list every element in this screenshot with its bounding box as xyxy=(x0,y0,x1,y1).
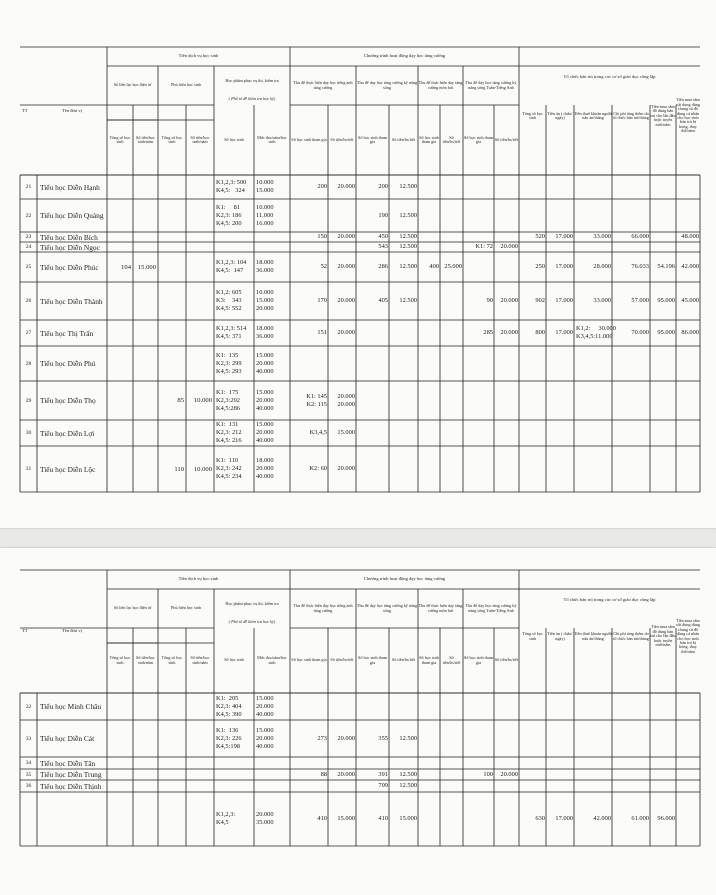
unit-name: Tiểu học Diễn Quảng xyxy=(40,211,104,220)
tien-an: 17.000 xyxy=(555,233,573,240)
tien-thue: K1,2: 30.000 K3,4,5:11.000 xyxy=(576,325,616,340)
ban-tru-tong-hs: 250 xyxy=(535,263,545,270)
so-lien-lac-tong: 104 xyxy=(121,263,131,271)
tieng-anh-kns-tien: 20.000 xyxy=(500,770,518,778)
tieng-anh-so-hs: K2: 60 xyxy=(309,465,327,472)
subheader-so-hs-tham-gia: Số học sinh tham gia xyxy=(291,657,327,663)
subheader-tien-thue: Tiền thuê khoản người nấu ăn/tháng xyxy=(574,110,612,120)
muc-thu: 15.000 20.000 40.000 xyxy=(256,421,274,444)
subheader-so-tien-hs-tiet2: Số tiền/hs/tiết xyxy=(391,657,416,663)
row-number: 34 xyxy=(25,760,32,766)
subheader-tien-mua-sam-vat: Tiền mua sắm vật dụng dùng chung và đồ dùng cá nhân cho học sinh bán trú bị hỏng, thay thế/năm xyxy=(676,97,700,134)
muc-thu: 10.000 15.000 20.000 xyxy=(256,289,274,312)
tieng-anh-kns-so-hs: 100 xyxy=(483,770,493,778)
subheader-tien-mua-do-dung: Tiền mua sắm đồ dùng bán trú cho lần đầu hoặc tuyển mới/năm xyxy=(650,624,676,648)
kns-so-hs: 355 xyxy=(378,734,388,742)
tien-mua-sam-vat: 86.000 xyxy=(681,329,699,336)
header-so-lien-lac: Sổ liên lạc học điện tử xyxy=(113,82,152,88)
header-chuong-trinh: Chương trình hoạt động dạy học tăng cường xyxy=(363,53,446,59)
so-hoc-sinh: K1: 110 K2,3: 242 K4,5: 234 xyxy=(216,457,242,480)
subheader-muc-thu: Mức thu/năm/học sinh xyxy=(257,655,287,665)
subheader-chi-phi: Chi phí tăng thêm do tổ chức bán trú/tháng xyxy=(613,631,649,641)
kns-tien: 12.500 xyxy=(399,243,417,250)
kns-tien: 12.500 xyxy=(399,782,417,789)
subheader-tien-an: Tiền ăn ( châu/ ngày) xyxy=(547,110,573,120)
subheader-tong-so-hs: Tổng số học sinh xyxy=(161,655,183,665)
tieng-anh-so-hs: 52 xyxy=(320,263,327,270)
kns-so-hs: 286 xyxy=(378,263,388,270)
subheader-tong-so-hs: Tổng số học sinh xyxy=(522,631,543,641)
tieng-anh-kns-tien: 20.000 xyxy=(500,243,518,250)
unit-name: Tiểu học Diễn Phúc xyxy=(40,262,99,272)
so-hoc-sinh: K1: 135 K2,3: 299 K4,5: 293 xyxy=(216,351,242,375)
chi-phi: 76.033 xyxy=(631,263,649,270)
row-number: 22 xyxy=(25,212,32,219)
header-mon-hoi: Thu để thực hiện dạy tăng cường môn hơi xyxy=(418,603,463,613)
subheader-tien-thue: Tiền thuê khoản người nấu ăn/tháng xyxy=(574,631,612,641)
subheader-so-tien-hs-nam: Số tiền/học sinh/năm xyxy=(190,655,210,665)
row-number: 27 xyxy=(25,330,32,336)
chi-phi: 57.000 xyxy=(631,297,649,304)
header-hoc-pham: Học phẩm phục vụ thi, kiểm tra xyxy=(225,601,279,607)
kns-tien: 12.500 xyxy=(399,770,417,778)
subheader-so-hs-tham-gia: Số học sinh tham gia xyxy=(358,655,387,665)
unit-name: Tiểu học Diễn Hạnh xyxy=(40,182,100,192)
subheader-so-tien-hs-tiet2: Số tiền/hs/tiết xyxy=(391,136,416,142)
so-hoc-sinh: K1,2,3: K4,5 xyxy=(216,811,236,826)
tien-an: 17.000 xyxy=(555,297,573,304)
document-page-2 xyxy=(0,548,716,895)
so-hoc-sinh: K1: 175 K2,3:292 K4,5:286 xyxy=(216,388,240,412)
kns-so-hs: 391 xyxy=(378,770,388,778)
kns-tien: 12.500 xyxy=(399,297,417,304)
header-tien-dich-vu: Tiền dịch vụ học sinh xyxy=(178,53,219,59)
header-tien-dich-vu: Tiền dịch vụ học sinh xyxy=(178,576,219,582)
subheader-so-tien-hs-nam: Số tiền/học sinh/năm xyxy=(136,655,155,665)
header-phu-hieu: Phù hiệu học sinh xyxy=(171,82,201,88)
tieng-anh-so-hs: 410 xyxy=(317,815,327,822)
tieng-anh-so-hs: 200 xyxy=(317,183,327,190)
header-ban-tru: Tổ chức bán trú trong các cơ sở giáo dục công lập xyxy=(563,597,656,602)
kns-tien: 12.500 xyxy=(399,263,417,270)
tieng-anh-tien: 20.000 xyxy=(337,183,355,190)
tieng-anh-tien: 15.000 xyxy=(337,429,355,436)
subheader-so-tien-hs-tiet: Số tiền/hs/tiết xyxy=(330,657,354,663)
column-header-ten-don-vi: Tên đơn vị xyxy=(61,628,83,634)
so-hoc-sinh: K1: 136 K2,3: 226 K4,5:198 xyxy=(216,726,242,750)
muc-thu: 15.000 20.000 40.000 xyxy=(256,351,274,375)
tieng-anh-kns-so-hs: 285 xyxy=(483,329,493,336)
row-number: 21 xyxy=(25,184,32,190)
chi-phi: 70.000 xyxy=(631,329,649,336)
tieng-anh-tien: 15.000 xyxy=(337,815,355,822)
subheader-so-hs-tham-gia: Số học sinh tham gia xyxy=(291,136,327,142)
kns-tien: 12.500 xyxy=(399,233,417,240)
row-number: 23 xyxy=(25,234,32,240)
tieng-anh-kns-so-hs: 90 xyxy=(486,297,493,304)
subheader-tien-an: Tiền ăn ( châu/ ngày) xyxy=(547,631,573,641)
header-tieng-anh-kns: Thu để dạy học tăng cường kỹ năng sống Tuân-Tiếng Anh xyxy=(465,603,517,613)
tieng-anh-so-hs: 170 xyxy=(317,297,327,304)
so-hoc-sinh: K1,2,3: 104 K4,5: 147 xyxy=(216,259,247,274)
subheader-muc-thu: Mức thu/năm/học sinh xyxy=(257,134,287,144)
so-hoc-sinh: K1: 81 K2,3: 186 K4,5: 200 xyxy=(216,203,242,227)
tien-mua-sam-vat: 48.000 xyxy=(681,233,699,240)
tieng-anh-tien: 20.000 xyxy=(337,233,355,240)
muc-thu: 18.000 36.000 xyxy=(256,259,274,274)
tieng-anh-so-hs: 150 xyxy=(317,233,327,240)
row-number: 26 xyxy=(25,298,32,304)
tien-mua-do-dung: 54.196 xyxy=(657,263,675,270)
muc-thu: 15.000 20.000 40.000 xyxy=(256,726,274,750)
tieng-anh-so-hs: 151 xyxy=(317,329,327,336)
tien-thue: 33.000 xyxy=(593,297,611,304)
subheader-so-tien-hs-tiet4: Số tiền/hs/tiết xyxy=(494,657,519,663)
tieng-anh-tien: 20.000 xyxy=(337,465,355,472)
subheader-tien-mua-sam-vat: Tiền mua sắm vật dụng dùng chung và đồ dùng cá nhân cho học sinh bán trú bị hỏng, thay thế/năm xyxy=(676,617,700,654)
row-number: 29 xyxy=(25,397,32,404)
column-header-ten-don-vi: Tên đơn vị xyxy=(61,107,83,113)
header-ky-nang-song: Thu để dạy học tăng cường kỹ năng sống xyxy=(356,80,418,90)
header-chuong-trinh: Chương trình hoạt động dạy học tăng cường xyxy=(363,576,446,582)
column-header-tt: TT xyxy=(22,107,28,113)
row-number: 25 xyxy=(25,264,32,270)
unit-name: Tiểu học Diễn Lộc xyxy=(40,464,96,474)
phu-hieu-tien: 10.000 xyxy=(193,397,212,404)
unit-name: Tiểu học Diễn Tân xyxy=(40,758,96,768)
kns-so-hs: 405 xyxy=(378,297,388,304)
phu-hieu-tong: 110 xyxy=(174,465,184,473)
unit-name: Tiểu học Diễn Thịnh xyxy=(40,781,102,791)
tieng-anh-kns-tien: 20.000 xyxy=(500,329,518,336)
ban-tru-tong-hs: 800 xyxy=(535,329,545,336)
subheader-tong-so-hs: Tổng số học sinh xyxy=(522,110,543,120)
tieng-anh-tien: 20.000 xyxy=(337,263,355,270)
so-hoc-sinh: K1,2,3: 500 K4,5: 324 xyxy=(216,179,247,194)
subheader-tien-mua-do-dung: Tiền mua sắm đồ dùng bán trú cho lần đầu hoặc tuyển mới/năm xyxy=(650,103,676,127)
tieng-anh-tien: 20.000 20.000 xyxy=(337,392,355,408)
header-tieng-anh: Thu để thực hiện dạy học tiếng anh tăng cường xyxy=(293,603,353,613)
row-number: 36 xyxy=(25,783,32,789)
row-number: 24 xyxy=(25,244,32,250)
tien-an: 17.000 xyxy=(555,263,573,270)
so-hoc-sinh: K1: 205 K2,3: 404 K4,5: 390 xyxy=(216,694,242,718)
kns-tien: 12.500 xyxy=(399,734,417,742)
subheader-tong-so-hs: Tổng số học sinh xyxy=(161,134,183,144)
tien-thue: 42.000 xyxy=(593,815,611,822)
kns-so-hs: 410 xyxy=(378,815,388,822)
header-tieng-anh-kns: Thu để dạy học tăng cường kỹ năng sống Tuân-Tiếng Anh xyxy=(465,80,517,90)
unit-name: Tiểu học Thị Trấn xyxy=(40,328,94,338)
header-mon-hoi: Thu để thực hiện dạy tăng cường môn hơi xyxy=(418,80,463,90)
row-number: 28 xyxy=(25,360,32,367)
subheader-tong-so-hs: Tổng số học sinh xyxy=(109,134,131,144)
ban-tru-tong-hs: 630 xyxy=(535,815,545,822)
tien-mua-do-dung: 96.000 xyxy=(657,815,675,822)
row-number: 33 xyxy=(25,735,32,742)
subheader-so-hoc-sinh: Số học sinh xyxy=(224,136,244,142)
header-hoc-pham-note: ( Phô tô đề kiểm tra học kỳ) xyxy=(228,95,276,101)
unit-name: Tiểu học Diễn Phú xyxy=(40,359,96,368)
phu-hieu-tong: 85 xyxy=(177,397,184,404)
so-hoc-sinh: K1,2: 605 K3: 343 K4,5: 552 xyxy=(216,289,242,312)
tieng-anh-kns-so-hs: K1: 72 xyxy=(475,243,493,250)
tieng-anh-kns-tien: 20.000 xyxy=(500,297,518,304)
kns-so-hs: 450 xyxy=(378,233,388,240)
row-number: 31 xyxy=(25,466,32,472)
header-phu-hieu: Phù hiệu học sinh xyxy=(171,605,201,611)
row-number xyxy=(20,792,37,846)
kns-tien: 12.500 xyxy=(399,183,417,190)
subheader-chi-phi: Chi phí tăng thêm do tổ chức bán trú/tháng xyxy=(613,110,649,120)
subheader-tong-so-hs: Tổng số học sinh xyxy=(109,655,131,665)
mon-hoi-so-hs: 400 xyxy=(429,263,439,270)
tien-mua-do-dung: 95.000 xyxy=(657,329,675,336)
subheader-so-hs-tham-gia: Số học sinh tham gia xyxy=(464,655,493,665)
subheader-so-hs-tham-gia: Số học sinh tham gia xyxy=(419,655,439,665)
row-number: 35 xyxy=(25,771,32,778)
unit-name: Tiểu học Diễn Lợi xyxy=(40,428,95,438)
chi-phi: 66.000 xyxy=(631,233,649,240)
subheader-so-tien-hs-tiet3: Số tiền/hs/tiết xyxy=(442,655,461,665)
so-hoc-sinh: K1,2,3: 514 K4,5: 371 xyxy=(216,325,247,340)
tieng-anh-tien: 20.000 xyxy=(337,297,355,304)
so-hoc-sinh: K1: 131 K2,3: 212 K4,5: 216 xyxy=(216,421,242,444)
tien-mua-do-dung: 95.000 xyxy=(657,297,675,304)
muc-thu: 15.000 20.000 40.000 xyxy=(256,388,274,412)
unit-name: Tiểu học Diễn Thọ xyxy=(40,396,96,405)
unit-name: Tiểu học Minh Châu xyxy=(40,702,102,711)
subheader-so-tien-hs-nam: Số tiền/học sinh/năm xyxy=(136,134,155,144)
tien-thue: 28.000 xyxy=(593,263,611,270)
tieng-anh-so-hs: 273 xyxy=(317,734,327,742)
column-header-tt: TT xyxy=(22,628,28,634)
unit-name: Tiểu học Diễn Trung xyxy=(40,770,102,779)
subheader-so-tien-hs-nam: Số tiền/học sinh/năm xyxy=(190,134,210,144)
muc-thu: 10.000 15.000 xyxy=(256,179,274,194)
tieng-anh-so-hs: K3,4,5 xyxy=(309,429,327,436)
tien-mua-sam-vat: 45.000 xyxy=(681,297,699,304)
header-ky-nang-song: Thu để dạy học tăng cường kỹ năng sống xyxy=(356,603,418,613)
tieng-anh-so-hs: 88 xyxy=(320,770,327,778)
mon-hoi-tien: 25.000 xyxy=(444,263,462,270)
header-tieng-anh: Thu để thực hiện dạy học tiếng anh tăng cường xyxy=(293,80,353,90)
ban-tru-tong-hs: 520 xyxy=(535,233,545,240)
tieng-anh-tien: 20.000 xyxy=(337,734,355,742)
subheader-so-tien-hs-tiet: Số tiền/hs/tiết xyxy=(330,136,354,142)
unit-name: Tiểu học Diễn Cát xyxy=(40,734,95,743)
chi-phi: 61.000 xyxy=(631,815,649,822)
muc-thu: 15.000 20.000 40.000 xyxy=(256,694,274,718)
muc-thu: 18.000 36.000 xyxy=(256,325,274,340)
muc-thu: 10.000 11.000 16.000 xyxy=(256,203,274,227)
header-ban-tru: Tổ chức bán trú trong các cơ sở giáo dục công lập xyxy=(563,74,656,79)
unit-name: Tiểu học Diễn Thành xyxy=(40,296,103,306)
kns-so-hs: 200 xyxy=(378,183,388,190)
subheader-so-hs-tham-gia: Số học sinh tham gia xyxy=(464,134,493,144)
subheader-so-hs-tham-gia: Số học sinh tham gia xyxy=(358,134,387,144)
ban-tru-tong-hs: 902 xyxy=(535,297,545,304)
subheader-so-hs-tham-gia: Số học sinh tham gia xyxy=(419,134,439,144)
phu-hieu-tien: 10.000 xyxy=(193,465,212,473)
header-hoc-pham: Học phẩm phục vụ thi, kiểm tra xyxy=(225,78,279,84)
unit-name: Tiểu học Diễn Ngọc xyxy=(40,242,100,252)
tien-an: 17.000 xyxy=(555,815,573,822)
kns-so-hs: 709 xyxy=(378,782,388,789)
kns-so-hs: 543 xyxy=(378,243,388,250)
unit-name: Tiểu học Diễn Bích xyxy=(40,232,98,242)
header-so-lien-lac: Sổ liên lạc học điện tử xyxy=(113,605,152,611)
tien-mua-sam-vat: 42.000 xyxy=(681,263,699,270)
subheader-so-hoc-sinh: Số học sinh xyxy=(224,657,244,663)
tieng-anh-tien: 20.000 xyxy=(337,770,355,778)
so-lien-lac-tien: 15.000 xyxy=(137,263,156,271)
kns-tien: 15.000 xyxy=(399,815,417,822)
tien-an: 17.000 xyxy=(555,329,573,336)
tieng-anh-so-hs: K1: 145 K2: 115 xyxy=(306,392,327,408)
kns-so-hs: 190 xyxy=(378,211,388,219)
row-number: 30 xyxy=(25,430,32,436)
subheader-so-tien-hs-tiet4: Số tiền/hs/tiết xyxy=(494,136,519,142)
muc-thu: 18.000 20.000 40.000 xyxy=(256,457,274,480)
kns-tien: 12.500 xyxy=(399,211,417,219)
muc-thu: 20.000 35.000 xyxy=(256,811,274,826)
tieng-anh-tien: 20.000 xyxy=(337,329,355,336)
subheader-so-tien-hs-tiet3: Số tiền/hs/tiết xyxy=(442,134,461,144)
tien-thue: 33.000 xyxy=(593,233,611,240)
header-hoc-pham-note: ( Phô tô đề kiểm tra học kỳ) xyxy=(228,618,276,624)
row-number: 32 xyxy=(25,703,32,710)
